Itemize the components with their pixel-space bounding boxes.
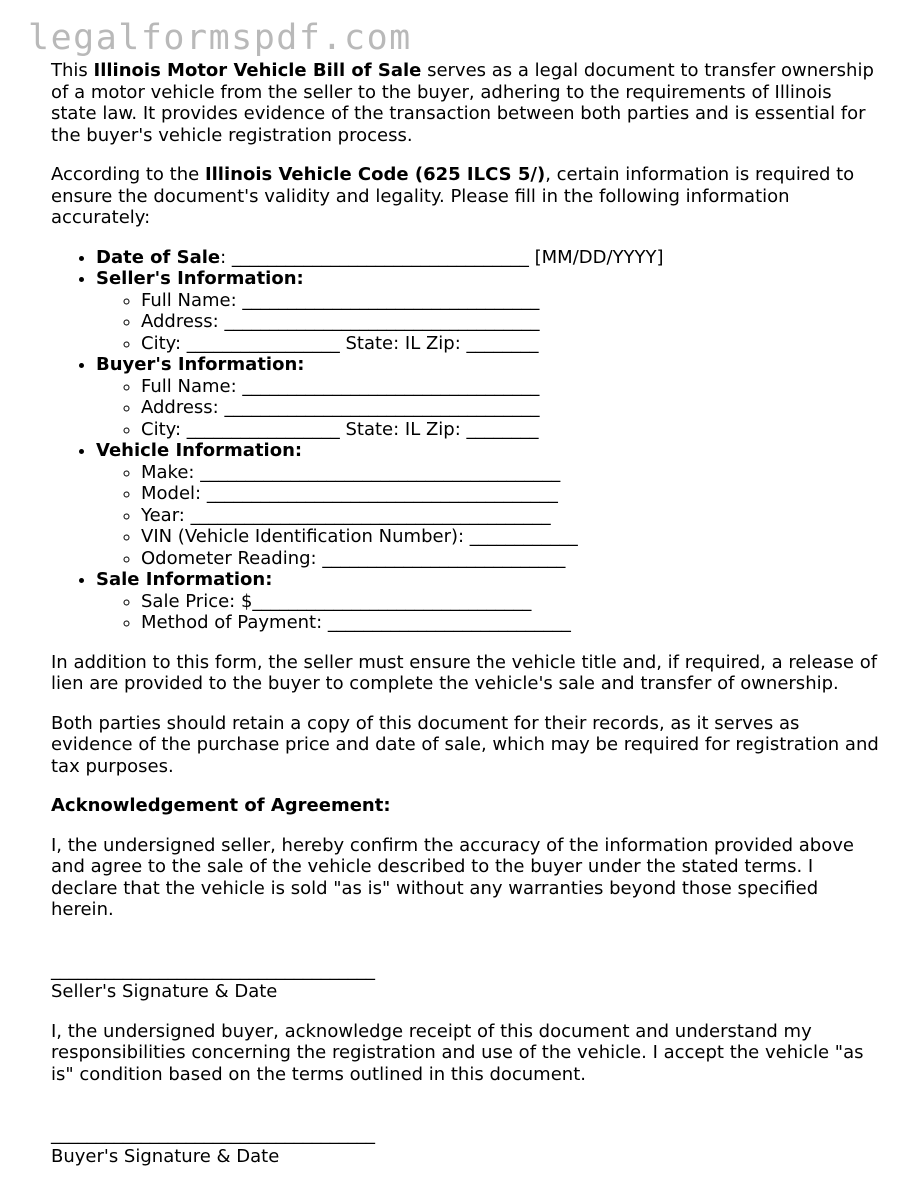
seller-section [96, 268, 881, 354]
title-paragraph: In addition to this form, the seller must ensure the vehicle title and, if required, a release of lien are provided to the buyer to complete the vehicle's sale and transfer of ownership. [51, 651, 878, 694]
buyer-address-field[interactable]: ◦ Address: ___________________________________ [141, 397, 881, 419]
document-body [51, 60, 881, 1167]
sale-heading: Sale Information: [96, 569, 273, 590]
vehicle-model-field[interactable]: ◦ Model: _______________________________________ [141, 483, 881, 505]
document-title: Illinois Motor Vehicle Bill of Sale [93, 60, 422, 81]
sale-section [96, 569, 881, 634]
seller-heading: Seller's Information: [96, 268, 304, 289]
acknowledgement-heading: Acknowledgement of Agreement: [51, 795, 391, 816]
seller-address-field[interactable]: ◦ Address: ___________________________________ [141, 311, 881, 333]
records-paragraph: Both parties should retain a copy of this document for their records, as it serves as evidence of the purchase price and date of sale, which may be required for registration and tax purposes. [51, 712, 879, 777]
sale-price-field[interactable]: ◦ Sale Price: $_______________________________ [141, 591, 881, 613]
buyer-signature-line[interactable]: ____________________________________ [51, 1124, 375, 1145]
vehicle-vin-field[interactable]: ◦ VIN (Vehicle Identification Number): ____________ [141, 526, 881, 548]
date-of-sale-field[interactable]: • Date of Sale: _________________________________ [MM/DD/YYYY] [96, 247, 881, 269]
seller-signature-line[interactable]: ____________________________________ [51, 959, 375, 981]
vehicle-heading: Vehicle Information: [96, 440, 303, 461]
buyer-city-state-zip-field[interactable]: ◦ City: _________________ State: IL Zip: ________ [141, 419, 881, 441]
vehicle-code-paragraph: According to the Illinois Vehicle Code (625 ILCS 5/), certain information is required to ensure the document's validity and legality. Please fill in the following information accurately: [51, 164, 855, 228]
intro-paragraph: This Illinois Motor Vehicle Bill of Sale serves as a legal document to transfer ownership of a motor vehicle from the seller to the buyer, adhering to the requirements of Illinois state law. It provides evidence of the transaction between both parties and is essential for the buyer's vehicle registration process. [51, 60, 874, 146]
vehicle-code-reference: Illinois Vehicle Code (625 ILCS 5/) [204, 164, 546, 185]
seller-city-state-zip-field[interactable]: ◦ City: _________________ State: IL Zip: ________ [141, 333, 881, 355]
buyer-section [96, 354, 881, 440]
seller-acknowledgement: I, the undersigned seller, hereby confirm the accuracy of the information provided above and agree to the sale of the vehicle described to the buyer under the stated terms. I declare that the vehicle is sold "as is" without any warranties beyond those specified herein. [51, 834, 854, 920]
vehicle-odometer-field[interactable]: ◦ Odometer Reading: ___________________________ [141, 548, 881, 570]
buyer-full-name-field[interactable]: ◦ Full Name: _________________________________ [141, 376, 881, 398]
form-fields-list [51, 247, 881, 634]
vehicle-section [96, 440, 881, 569]
buyer-acknowledgement: I, the undersigned buyer, acknowledge receipt of this document and understand my responsibilities concerning the registration and use of the vehicle. I accept the vehicle "as is" condition based on the terms outlined in this document. [51, 1020, 864, 1085]
watermark: legalformspdf.com [28, 18, 412, 58]
vehicle-year-field[interactable]: ◦ Year: ________________________________________ [141, 505, 881, 527]
payment-method-field[interactable]: ◦ Method of Payment: ___________________________ [141, 612, 881, 634]
buyer-signature-label: Buyer's Signature & Date [51, 1145, 280, 1167]
vehicle-make-field[interactable]: ◦ Make: ________________________________________ [141, 462, 881, 484]
seller-full-name-field[interactable]: ◦ Full Name: _________________________________ [141, 290, 881, 312]
buyer-heading: Buyer's Information: [96, 354, 305, 375]
seller-signature-label: Seller's Signature & Date [51, 981, 278, 1002]
